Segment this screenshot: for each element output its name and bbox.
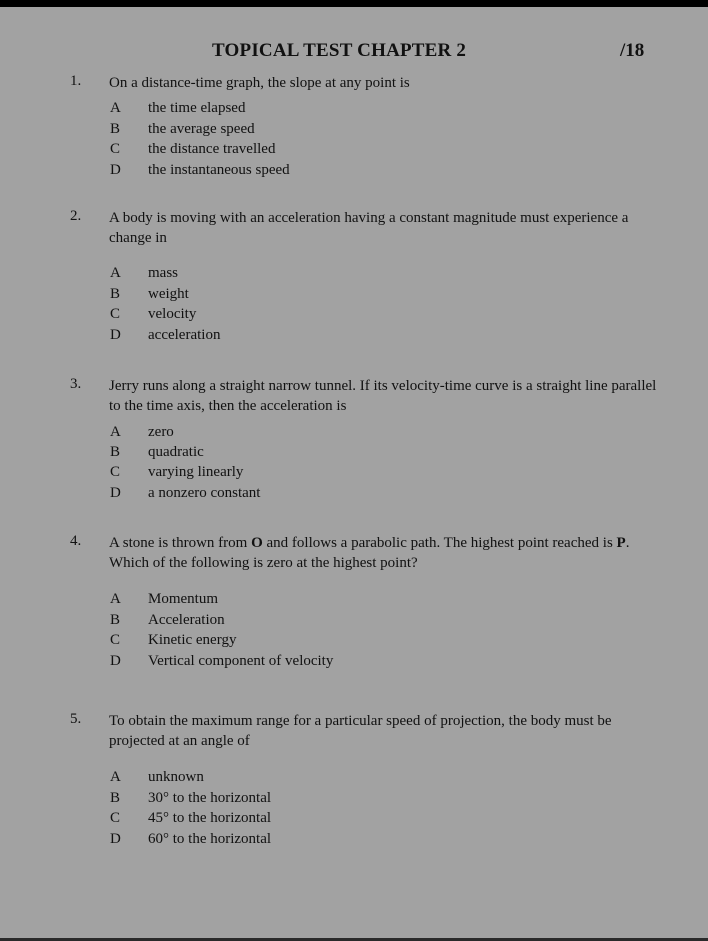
option-text: the distance travelled <box>148 141 276 157</box>
point-p-label: P <box>616 535 626 551</box>
option-text: weight <box>148 286 189 302</box>
option-letter: A <box>110 265 121 281</box>
question-text: Jerry runs along a straight narrow tunnel. If its velocity-time curve is a straight line parallel to the time axis, then the acceleration is <box>109 378 657 414</box>
option-text: Acceleration <box>148 612 225 628</box>
option-letter: C <box>110 306 121 322</box>
option-text: acceleration <box>148 327 221 343</box>
option-letter: B <box>110 121 121 137</box>
option-text: a nonzero constant <box>148 485 261 501</box>
question-number: 2. <box>70 208 82 224</box>
option-text: 45° to the horizontal <box>148 810 272 826</box>
question-number: 3. <box>70 376 82 392</box>
top-border <box>0 0 708 7</box>
question-text: On a distance-time graph, the slope at any point is <box>109 75 410 91</box>
option-text: Momentum <box>148 591 218 607</box>
option-letter: A <box>110 100 121 116</box>
option-text: mass <box>148 265 178 281</box>
option-letter: A <box>110 591 121 607</box>
option-text: zero <box>148 424 174 440</box>
option-letter: D <box>110 485 121 501</box>
option-text: the average speed <box>148 121 255 137</box>
question-number: 5. <box>70 711 82 727</box>
option-text: the instantaneous speed <box>148 162 290 178</box>
question-text-part: and follows a parabolic path. The highest point reached is <box>262 535 617 551</box>
option-text: quadratic <box>148 444 204 460</box>
option-text: 30° to the horizontal <box>148 790 272 806</box>
option-letter: C <box>110 464 121 480</box>
option-text: velocity <box>148 306 197 322</box>
option-letter: B <box>110 790 121 806</box>
option-letter: D <box>110 831 121 847</box>
option-letter: A <box>110 769 121 785</box>
option-text: varying linearly <box>148 464 244 480</box>
question-number: 1. <box>70 73 82 89</box>
option-letter: C <box>110 632 121 648</box>
option-letter: A <box>110 424 121 440</box>
option-letter: D <box>110 653 121 669</box>
option-text: 60° to the horizontal <box>148 831 272 847</box>
total-score: /18 <box>620 40 645 61</box>
option-letter: B <box>110 612 121 628</box>
option-text: the time elapsed <box>148 100 246 116</box>
option-letter: C <box>110 141 121 157</box>
option-letter: D <box>110 327 121 343</box>
option-text: unknown <box>148 769 204 785</box>
option-text: Kinetic energy <box>148 632 237 648</box>
page-title: TOPICAL TEST CHAPTER 2 <box>212 40 467 61</box>
question-text: A body is moving with an acceleration having a constant magnitude must experience a change in <box>109 210 629 246</box>
option-letter: C <box>110 810 121 826</box>
option-letter: B <box>110 444 121 460</box>
point-o-label: O <box>251 535 263 551</box>
option-letter: D <box>110 162 121 178</box>
question-text: To obtain the maximum range for a particular speed of projection, the body must be projected at an angle of <box>109 713 612 749</box>
question-text-line-2: Which of the following is zero at the highest point? <box>109 555 418 571</box>
question-text-part: A stone is thrown from <box>109 535 252 551</box>
question-text <box>109 533 657 553</box>
question-text-part: . <box>625 535 630 551</box>
option-text: Vertical component of velocity <box>148 653 334 669</box>
option-letter: B <box>110 286 121 302</box>
question-number: 4. <box>70 533 82 549</box>
